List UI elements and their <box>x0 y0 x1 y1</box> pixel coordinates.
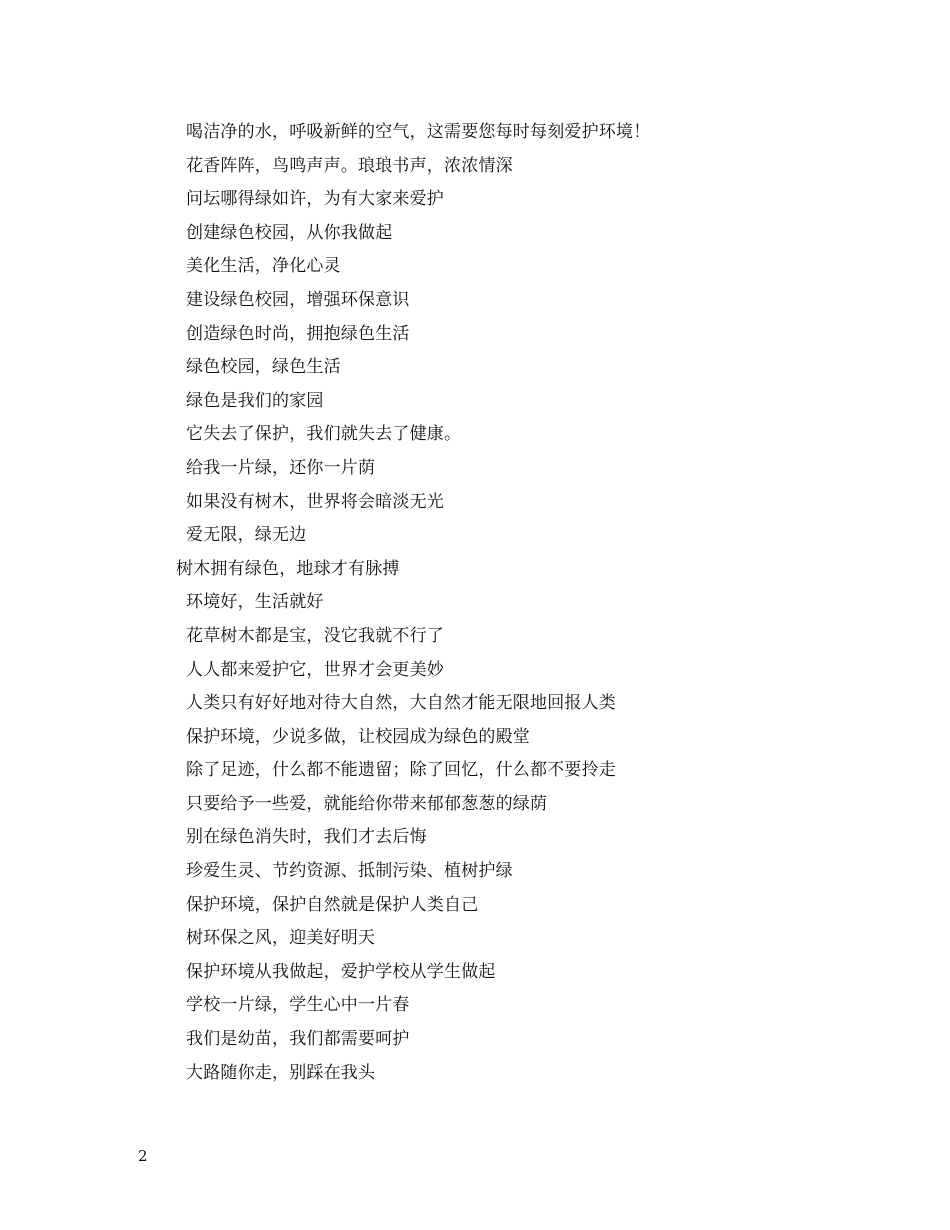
slogan-line: 建设绿色校园，增强环保意识 <box>186 289 410 310</box>
slogan-line: 创造绿色时尚，拥抱绿色生活 <box>186 323 410 344</box>
slogan-line: 人人都来爱护它，世界才会更美妙 <box>186 659 444 680</box>
slogan-line: 大路随你走，别踩在我头 <box>186 1062 376 1083</box>
slogan-line: 我们是幼苗，我们都需要呵护 <box>186 1029 410 1050</box>
slogan-line: 树木拥有绿色，地球才有脉搏 <box>176 558 400 579</box>
slogan-line: 绿色校园，绿色生活 <box>186 357 341 378</box>
slogan-line: 如果没有树木，世界将会暗淡无光 <box>186 491 444 512</box>
slogan-line: 创建绿色校园，从你我做起 <box>186 222 393 243</box>
page-number: 2 <box>138 1147 148 1165</box>
slogan-line: 花香阵阵，鸟鸣声声。琅琅书声，浓浓情深 <box>186 155 513 176</box>
slogan-line: 珍爱生灵、节约资源、抵制污染、植树护绿 <box>186 861 513 882</box>
slogan-line: 保护环境，保护自然就是保护人类自己 <box>186 894 479 915</box>
slogan-line: 给我一片绿，还你一片荫 <box>186 457 376 478</box>
slogan-line: 学校一片绿，学生心中一片春 <box>186 995 410 1016</box>
slogan-line: 它失去了保护，我们就失去了健康。 <box>186 424 462 445</box>
slogan-line: 美化生活，净化心灵 <box>186 256 341 277</box>
slogan-line: 花草树木都是宝，没它我就不行了 <box>186 625 444 646</box>
slogan-line: 只要给予一些爱，就能给你带来郁郁葱葱的绿荫 <box>186 793 548 814</box>
slogan-line: 树环保之风，迎美好明天 <box>186 928 376 949</box>
slogan-line: 保护环境，少说多做，让校园成为绿色的殿堂 <box>186 726 530 747</box>
slogan-line: 问坛哪得绿如许，为有大家来爱护 <box>186 189 444 210</box>
slogan-line: 喝洁净的水，呼吸新鲜的空气，这需要您每时每刻爱护环境！ <box>186 122 651 142</box>
slogan-line: 爱无限，绿无边 <box>186 525 307 546</box>
slogan-line: 人类只有好好地对待大自然，大自然才能无限地回报人类 <box>186 693 616 714</box>
slogan-line: 绿色是我们的家园 <box>186 390 324 411</box>
slogan-line: 保护环境从我做起，爱护学校从学生做起 <box>186 961 496 982</box>
slogan-line: 除了足迹，什么都不能遗留；除了回忆，什么都不要拎走 <box>186 760 616 781</box>
slogan-list <box>0 116 950 1090</box>
slogan-line: 环境好，生活就好 <box>186 592 324 613</box>
slogan-line: 别在绿色消失时，我们才去后悔 <box>186 827 427 848</box>
